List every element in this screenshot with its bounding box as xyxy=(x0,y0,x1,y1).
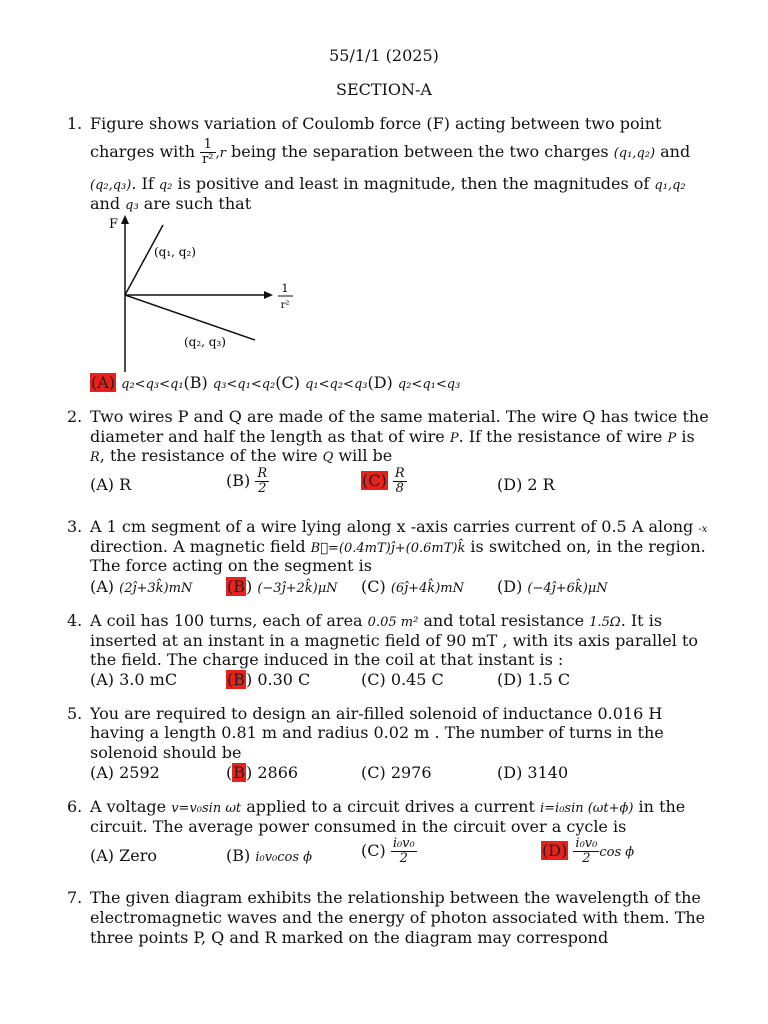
option-a[interactable]: (A) Zero xyxy=(90,846,157,865)
option-c[interactable]: (C) $\frac{R}{8}$ xyxy=(362,466,405,496)
option-a[interactable]: (A) 2592 xyxy=(90,763,160,782)
question-text: the field. The charge induced in the coil at that instant is : xyxy=(90,650,564,669)
option-d[interactable]: (D) 1.5 C xyxy=(497,670,571,689)
question-number: 6. xyxy=(67,797,83,816)
option-b-label[interactable]: (B) xyxy=(183,373,208,392)
option-a[interactable]: (A) (2ĵ+3k̂)mN xyxy=(90,577,193,596)
option-d[interactable]: (D) $\frac{\text{i₀v₀}}{2}$ cos ϕ xyxy=(542,836,635,866)
lower-line-label: (q₂, q₃) xyxy=(184,335,226,349)
option-b[interactable]: (B) (−3ĵ+2k̂)μN xyxy=(227,577,338,596)
question-text: A coil has 100 turns, each of area 0.05 m² and total resistance 1.5Ω. It is xyxy=(90,611,663,630)
option-b[interactable]: (B) 0.30 C xyxy=(227,670,311,689)
line-q2-q3 xyxy=(125,295,255,340)
question-text: solenoid should be xyxy=(90,743,242,762)
option-b[interactable]: (B) 2866 xyxy=(226,763,299,782)
option-a[interactable]: (A) 3.0 mC xyxy=(90,670,178,689)
x-axis-label-den: r² xyxy=(280,300,290,311)
question-number: 3. xyxy=(67,517,83,536)
question-text: inserted at an instant in a magnetic field of 90 mT , with its axis parallel to xyxy=(90,631,698,650)
question-number: 1. xyxy=(67,114,83,133)
option-c[interactable]: (C) $\frac{\text{i₀v₀}}{2}$ xyxy=(361,836,415,866)
y-axis-arrow xyxy=(121,215,129,224)
question-text: Figure shows variation of Coulomb force (F) acting between two point xyxy=(90,114,662,133)
option-d[interactable]: (D) (−4ĵ+6k̂)μN xyxy=(497,577,608,596)
option-d[interactable]: (D) 3140 xyxy=(497,763,569,782)
question-text: The force acting on the segment is xyxy=(90,556,372,575)
question-text: electromagnetic waves and the energy of photon associated with them. The xyxy=(90,908,706,927)
option-c-label[interactable]: (C) xyxy=(275,373,300,392)
question-number: 2. xyxy=(67,407,83,426)
option-a[interactable]: q₂<q₃<q₁ xyxy=(121,377,184,392)
f-axis-label: F xyxy=(109,217,119,232)
question-number: 5. xyxy=(67,704,83,723)
option-a-label[interactable]: (A) xyxy=(91,373,116,392)
option-c[interactable]: (C) (6ĵ+4k̂)mN xyxy=(361,577,465,596)
question-text: You are required to design an air-filled solenoid of inductance 0.016 H xyxy=(90,704,663,723)
question-text: A voltage v=v₀sin ωt applied to a circuit drives a current i=i₀sin (ωt+ϕ) in the xyxy=(90,797,686,816)
question-text: The given diagram exhibits the relationship between the wavelength of the xyxy=(90,888,701,907)
option-c[interactable]: q₁<q₂<q₃ xyxy=(305,377,368,392)
question-text: having a length 0.81 m and radius 0.02 m . The number of turns in the xyxy=(90,723,664,742)
question-text: A 1 cm segment of a wire lying along x -axis carries current of 0.5 A along -x xyxy=(90,517,708,536)
option-d-label[interactable]: (D) xyxy=(367,373,393,392)
paper-code: 55/1/1 (2025) xyxy=(329,46,439,65)
x-axis-label-num: 1 xyxy=(281,282,289,295)
upper-line-label: (q₁, q₂) xyxy=(154,245,196,259)
option-b[interactable]: (B) i₀v₀cos ϕ xyxy=(226,846,313,865)
option-c[interactable]: (C) 0.45 C xyxy=(361,670,444,689)
question-text: R, the resistance of the wire Q will be xyxy=(90,446,393,465)
question-text: circuit. The average power consumed in the circuit over a cycle is xyxy=(90,817,627,836)
question-text: diameter and half the length as that of wire P. If the resistance of wire P is xyxy=(90,427,695,446)
question-text: direction. A magnetic field B⃗=(0.4mT)ĵ+(0.6mT)k̂ is switched on, in the region. xyxy=(90,537,706,556)
question-text: (q₂,q₃). If q₂ is positive and least in magnitude, then the magnitudes of q₁,q₂ xyxy=(90,174,686,193)
question-number: 7. xyxy=(67,888,83,907)
option-d[interactable]: (D) 2 R xyxy=(497,475,555,494)
options-row xyxy=(90,373,460,392)
section-title: SECTION-A xyxy=(336,80,432,99)
x-axis-arrow xyxy=(264,291,273,299)
option-b[interactable]: (B) $\frac{R}{2}$ xyxy=(226,466,268,496)
question-text: charges with $\frac{1}{\text{r²}}$ ,r being the separation between the two charges (q₁,q₂) and xyxy=(90,137,691,167)
fraction: $\frac{1}{\text{r²}}$ xyxy=(202,137,214,167)
line-q1-q2 xyxy=(125,225,163,295)
question-number: 4. xyxy=(67,611,83,630)
coulomb-force-graph xyxy=(100,212,300,377)
option-d[interactable]: q₂<q₁<q₃ xyxy=(397,377,461,392)
question-text: three points P, Q and R marked on the diagram may correspond xyxy=(90,928,609,947)
question-text: and q₃ are such that xyxy=(90,194,252,213)
question-text: Two wires P and Q are made of the same material. The wire Q has twice the xyxy=(90,407,709,426)
option-c[interactable]: (C) 2976 xyxy=(361,763,432,782)
option-b[interactable]: q₃<q₁<q₂ xyxy=(212,377,276,392)
option-a[interactable]: (A) R xyxy=(90,475,132,494)
